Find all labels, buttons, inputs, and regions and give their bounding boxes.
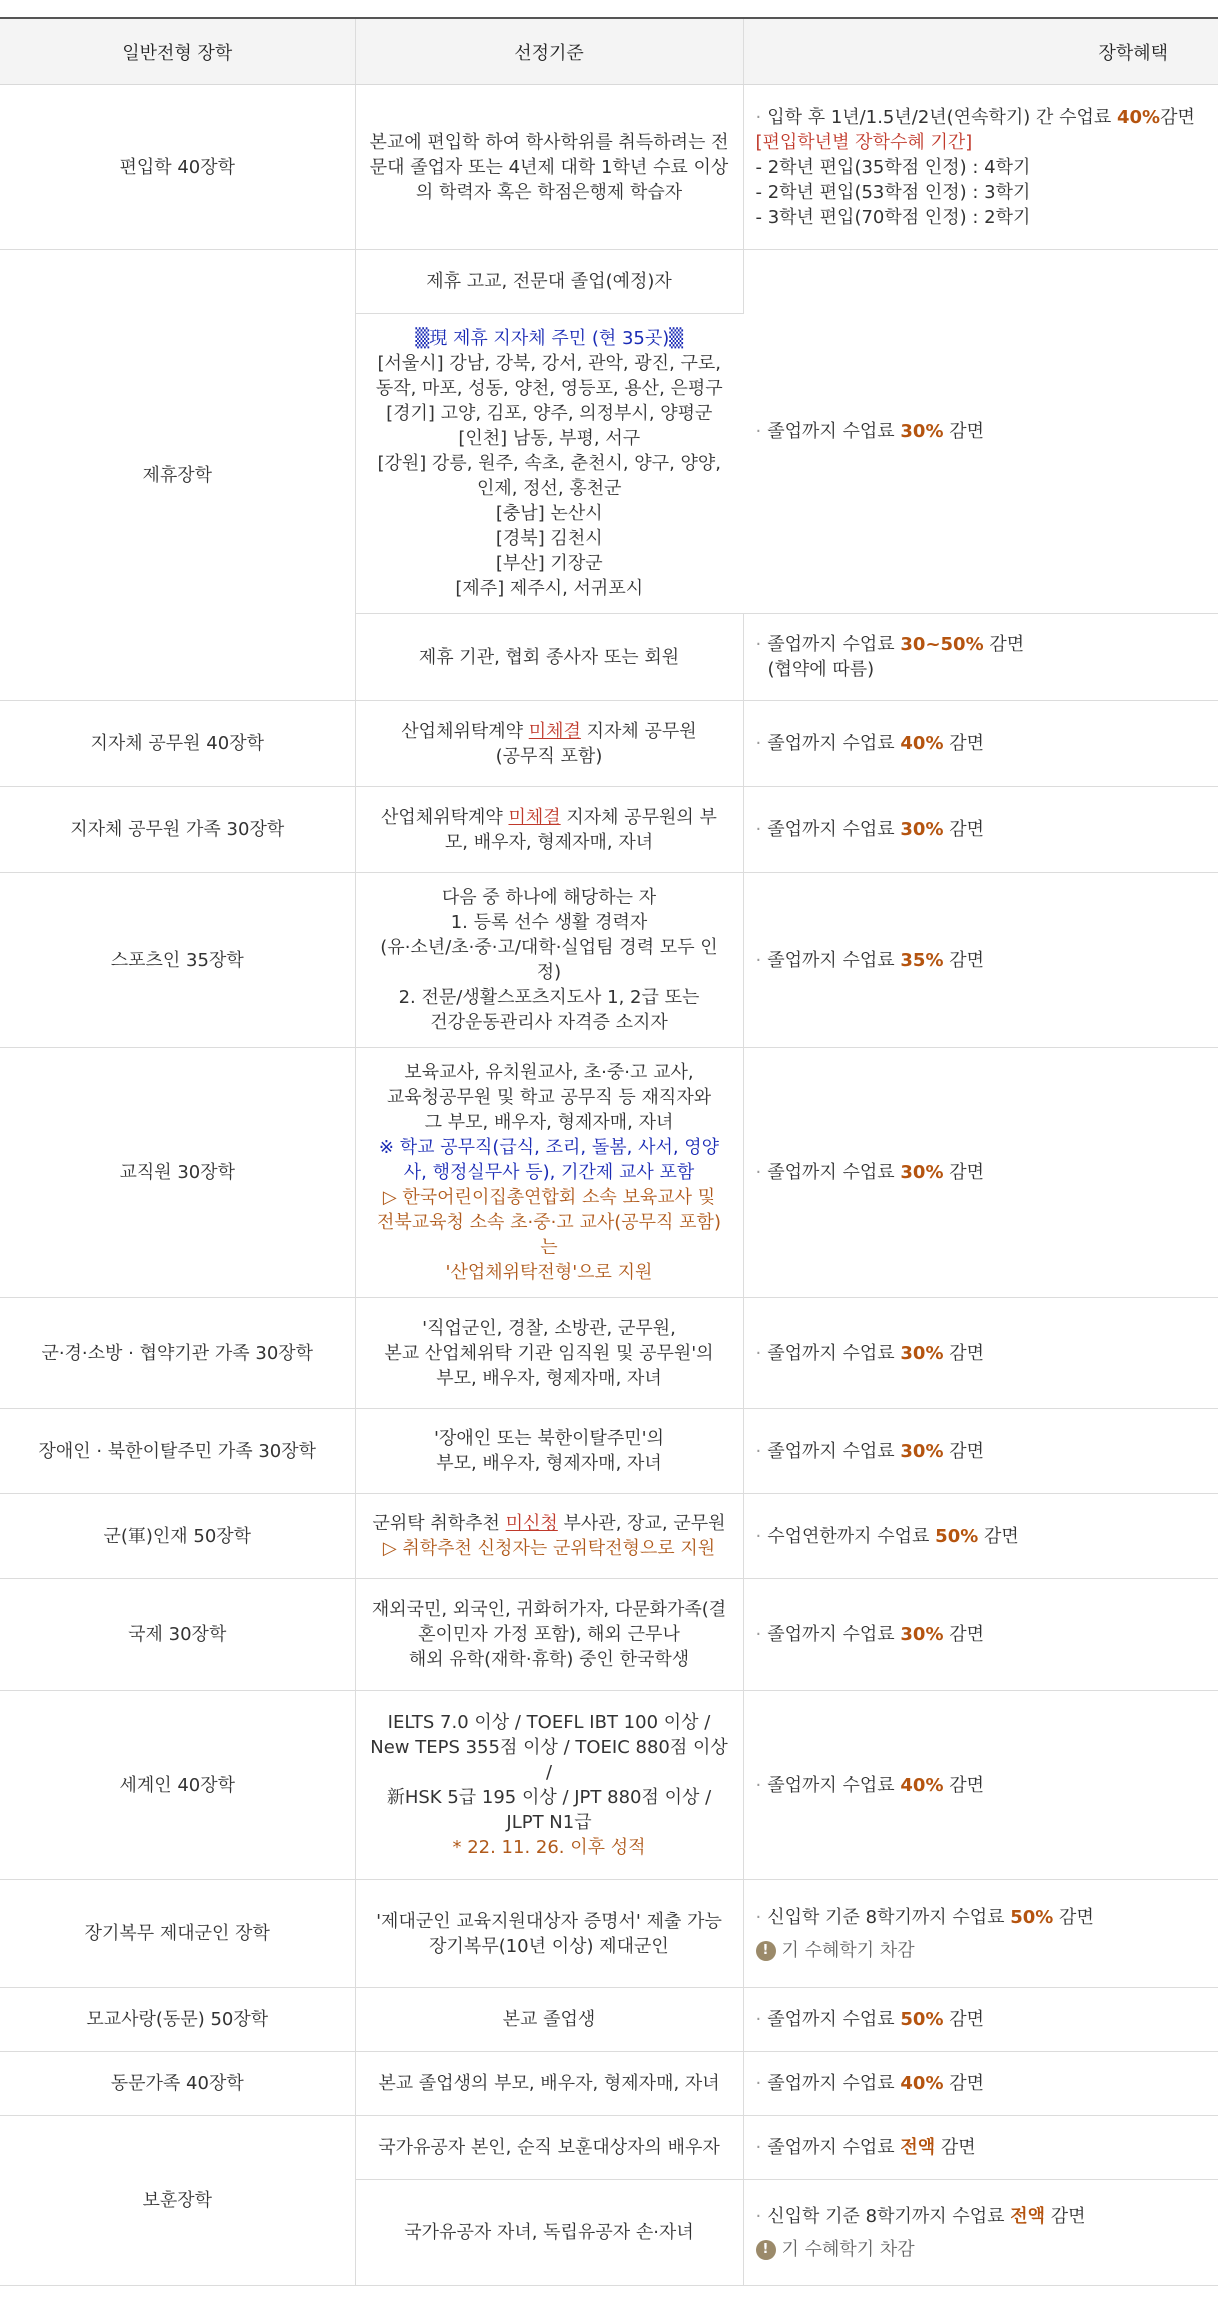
- table-row: [0, 873, 1218, 1048]
- table-header-row: [0, 18, 1218, 85]
- criteria-cell: [355, 787, 743, 873]
- benefit-cell: [743, 1048, 1218, 1298]
- bullet-icon: ·: [755, 949, 762, 971]
- criteria-note: 전북교육청 소속 초·중·고 교사(공무직 포함)는: [377, 1212, 721, 1258]
- benefit-percent: 30~50%: [900, 634, 984, 655]
- scholarship-name: 스포츠인 35장학: [0, 873, 355, 1048]
- partner-region-line: [서울시] 강남, 강북, 강서, 관악, 광진, 구로,: [377, 353, 722, 374]
- benefit-cell: [743, 2052, 1218, 2116]
- criteria-cell: [355, 1494, 743, 1579]
- benefit-cell: [743, 787, 1218, 873]
- benefit-percent: 50%: [1010, 1906, 1054, 1928]
- benefit-text: 입학 후 1년/1.5년/2년(연속학기) 간 수업료: [767, 106, 1117, 128]
- criteria-text: New TEPS 355점 이상 / TOEIC 880점 이상: [370, 1737, 728, 1758]
- benefit-text: 졸업까지 수업료: [767, 1440, 901, 1462]
- benefit-suffix: 감면: [943, 421, 984, 442]
- scholarship-name: 편입학 40장학: [0, 85, 355, 250]
- benefit-percent: 40%: [900, 733, 944, 754]
- criteria-text: 부모, 배우자, 형제자매, 자녀: [436, 1367, 662, 1389]
- benefit-percent: 50%: [935, 1525, 979, 1547]
- benefit-percent: 50%: [900, 2009, 944, 2030]
- benefit-percent: 30%: [900, 1162, 944, 1183]
- scholarship-name: 장애인 · 북한이탈주민 가족 30장학: [0, 1409, 355, 1494]
- table-row: [0, 85, 1218, 250]
- benefit-suffix: 감면: [943, 733, 984, 754]
- benefit-suffix: 감면: [1160, 106, 1195, 128]
- criteria-text: JLPT N1급: [506, 1812, 592, 1833]
- bullet-icon: ·: [755, 1906, 762, 1928]
- benefit-percent: 30%: [900, 819, 944, 840]
- criteria-cell: [355, 1409, 743, 1494]
- header-scholarship: 일반전형 장학: [0, 18, 355, 85]
- benefit-text: 졸업까지 수업료: [767, 1774, 901, 1796]
- criteria-text: '장애인 또는 북한이탈주민'의: [434, 1428, 664, 1449]
- table-row: [0, 787, 1218, 873]
- bullet-icon: ·: [755, 819, 762, 840]
- benefit-period-item: - 3학년 편입(70학점 인정) : 2학기: [755, 206, 1031, 228]
- criteria-cell: [355, 1691, 743, 1880]
- benefit-amount: 전액: [1010, 2205, 1046, 2227]
- criteria-cell: [355, 1579, 743, 1691]
- benefit-note: 기 수혜학기 차감: [781, 2238, 915, 2260]
- table-row: [0, 1988, 1218, 2052]
- benefit-cell: [743, 1988, 1218, 2052]
- benefit-text: 졸업까지 수업료: [767, 2073, 901, 2094]
- info-icon: !: [756, 2240, 776, 2260]
- partner-region-line: [제주] 제주시, 서귀포시: [455, 578, 644, 599]
- benefit-cell: [743, 1298, 1218, 1409]
- table-row: [0, 1579, 1218, 1691]
- bullet-icon: ·: [755, 106, 762, 128]
- criteria-text: 부모, 배우자, 형제자매, 자녀: [436, 1453, 662, 1474]
- bullet-icon: ·: [755, 2009, 762, 2030]
- info-icon: !: [756, 1941, 776, 1961]
- criteria-text: 건강운동관리사 자격증 소지자: [430, 1012, 668, 1033]
- criteria-cell: [355, 314, 743, 614]
- benefit-text: 졸업까지 수업료: [767, 1624, 901, 1645]
- criteria-note: '산업체위탁전형'으로 지원: [445, 1262, 653, 1283]
- bullet-icon: ·: [755, 1162, 762, 1183]
- benefit-text: 졸업까지 수업료: [767, 819, 901, 840]
- scholarship-name: 지자체 공무원 가족 30장학: [0, 787, 355, 873]
- criteria-note: ▷ 한국어린이집총연합회 소속 보육교사 및: [382, 1187, 716, 1208]
- benefit-suffix: 감면: [943, 1624, 984, 1645]
- benefit-period-item: - 2학년 편입(35학점 인정) : 4학기: [755, 156, 1031, 178]
- benefit-suffix: 감면: [943, 1342, 984, 1364]
- criteria-cell: 국가유공자 본인, 순직 보훈대상자의 배우자: [355, 2116, 743, 2180]
- criteria-cell: [355, 1298, 743, 1409]
- benefit-note: (협약에 따름): [767, 659, 875, 680]
- benefit-suffix: 감면: [983, 634, 1025, 655]
- bullet-icon: ·: [755, 1624, 762, 1645]
- criteria-cell: [355, 1048, 743, 1298]
- scholarship-name: 국제 30장학: [0, 1579, 355, 1691]
- benefit-period-title: [편입학년별 장학수혜 기간]: [755, 131, 973, 153]
- criteria-text: 재외국민, 외국인, 귀화허가자, 다문화가족(결: [371, 1599, 727, 1620]
- benefit-suffix: 감면: [1045, 2205, 1086, 2227]
- criteria-text: 교육청공무원 및 학교 공무직 등 재직자와: [386, 1087, 712, 1108]
- benefit-percent: 40%: [900, 1774, 944, 1796]
- criteria-text: 모, 배우자, 형제자매, 자녀: [444, 831, 654, 853]
- criteria-text: 新HSK 5급 195 이상 / JPT 880점 이상 /: [386, 1787, 712, 1808]
- table-row: [0, 1880, 1218, 1988]
- scholarship-name: 동문가족 40장학: [0, 2052, 355, 2116]
- benefit-suffix: 감면: [943, 1440, 984, 1462]
- criteria-cell: 본교 졸업생의 부모, 배우자, 형제자매, 자녀: [355, 2052, 743, 2116]
- benefit-text: 졸업까지 수업료: [767, 2137, 901, 2158]
- bullet-icon: ·: [755, 2073, 762, 2094]
- header-criteria: 선정기준: [355, 18, 743, 85]
- benefit-suffix: 감면: [1053, 1906, 1094, 1928]
- criteria-text: '제대군인 교육지원대상자 증명서' 제출 가능: [376, 1910, 722, 1932]
- bullet-icon: ·: [755, 733, 762, 754]
- criteria-text: 지자체 공무원의 부: [560, 806, 717, 828]
- scholarship-name: 군·경·소방 · 협약기관 가족 30장학: [0, 1298, 355, 1409]
- criteria-text: 부사관, 장교, 군무원: [557, 1513, 726, 1534]
- criteria-text: 군위탁 취학추천: [372, 1513, 506, 1534]
- criteria-text: 지자체 공무원: [580, 720, 697, 742]
- criteria-text: /: [545, 1762, 553, 1783]
- table-row: [0, 1048, 1218, 1298]
- partner-region-line: [부산] 기장군: [495, 553, 603, 574]
- benefit-suffix: 감면: [943, 949, 984, 971]
- scholarship-name: 제휴장학: [0, 250, 355, 701]
- criteria-note: * 22. 11. 26. 이후 성적: [452, 1837, 646, 1858]
- scholarship-table: [0, 17, 1218, 2286]
- scholarship-name: 장기복무 제대군인 장학: [0, 1880, 355, 1988]
- benefit-suffix: 감면: [978, 1525, 1019, 1547]
- benefit-cell: [743, 1880, 1218, 1988]
- benefit-text: 졸업까지 수업료: [767, 421, 901, 442]
- benefit-cell: [743, 250, 1218, 614]
- bullet-icon: ·: [755, 634, 762, 655]
- scholarship-name: 세계인 40장학: [0, 1691, 355, 1880]
- benefit-suffix: 감면: [943, 1162, 984, 1183]
- benefit-percent: 30%: [900, 1624, 944, 1645]
- criteria-text: (유·소년/초·중·고/대학·실업팀 경력 모두 인정): [380, 937, 718, 983]
- table-row: [0, 1494, 1218, 1579]
- benefit-cell: [743, 1691, 1218, 1880]
- partner-region-line: [강원] 강릉, 원주, 속초, 춘천시, 양구, 양양,: [377, 453, 722, 474]
- criteria-note: ▷ 취학추천 신청자는 군위탁전형으로 지원: [382, 1538, 716, 1559]
- criteria-text: 다음 중 하나에 해당하는 자: [441, 887, 657, 908]
- table-row: [0, 2116, 1218, 2180]
- benefit-period-item: - 2학년 편입(53학점 인정) : 3학기: [755, 181, 1031, 203]
- criteria-cell: 제휴 기관, 협회 종사자 또는 회원: [355, 614, 743, 701]
- benefit-percent: 40%: [900, 2073, 944, 2094]
- benefit-text: 신입학 기준 8학기까지 수업료: [767, 1906, 1011, 1928]
- criteria-cell: 본교에 편입학 하여 학사학위를 취득하려는 전문대 졸업자 또는 4년제 대학 1학년 수료 이상의 학력자 혹은 학점은행제 학습자: [355, 85, 743, 250]
- benefit-note: 기 수혜학기 차감: [781, 1939, 915, 1961]
- benefit-cell: [743, 873, 1218, 1048]
- table-row: [0, 1409, 1218, 1494]
- bullet-icon: ·: [755, 1440, 762, 1462]
- bullet-icon: ·: [755, 421, 762, 442]
- scholarship-name: 교직원 30장학: [0, 1048, 355, 1298]
- criteria-text: 산업체위탁계약: [381, 806, 509, 828]
- benefit-amount: 전액: [900, 2137, 936, 2158]
- partner-region-line: [인천] 남동, 부평, 서구: [458, 428, 641, 449]
- benefit-suffix: 감면: [943, 1774, 984, 1796]
- criteria-cell: 제휴 고교, 전문대 졸업(예정)자: [355, 250, 743, 314]
- table-row: [0, 1298, 1218, 1409]
- benefit-percent: 40%: [1116, 106, 1161, 128]
- benefit-suffix: 감면: [943, 819, 984, 840]
- criteria-text: 산업체위탁계약: [401, 720, 529, 742]
- bullet-icon: ·: [755, 1525, 762, 1547]
- table-row: [0, 701, 1218, 787]
- partner-region-line: 인제, 정선, 홍천군: [476, 478, 622, 499]
- criteria-text: IELTS 7.0 이상 / TOEFL IBT 100 이상 /: [387, 1712, 711, 1733]
- criteria-cell: [355, 701, 743, 787]
- benefit-cell: [743, 614, 1218, 701]
- benefit-cell: [743, 85, 1218, 250]
- partner-region-line: [충남] 논산시: [495, 503, 603, 524]
- criteria-cell: [355, 1880, 743, 1988]
- criteria-cell: 본교 졸업생: [355, 1988, 743, 2052]
- table-row: [0, 1691, 1218, 1880]
- benefit-cell: [743, 701, 1218, 787]
- benefit-text: 졸업까지 수업료: [767, 634, 901, 655]
- criteria-text: 해외 유학(재학·휴학) 중인 한국학생: [408, 1649, 690, 1670]
- partner-region-line: [경기] 고양, 김포, 양주, 의정부시, 양평군: [386, 403, 713, 424]
- benefit-text: 수업연한까지 수업료: [767, 1525, 936, 1547]
- benefit-suffix: 감면: [943, 2073, 984, 2094]
- table-row: [0, 250, 1218, 314]
- criteria-text: '직업군인, 경찰, 소방관, 군무원,: [422, 1317, 676, 1339]
- criteria-text: 보육교사, 유치원교사, 초·중·고 교사,: [404, 1062, 694, 1083]
- bullet-icon: ·: [755, 2137, 762, 2158]
- criteria-note: ※ 학교 공무직(급식, 조리, 돌봄, 사서, 영양: [378, 1137, 720, 1158]
- scholarship-name: 군(軍)인재 50장학: [0, 1494, 355, 1579]
- criteria-text: 그 부모, 배우자, 형제자매, 자녀: [424, 1112, 674, 1133]
- partner-region-title: ▒現 제휴 지자체 주민 (현 35곳)▒: [415, 328, 684, 349]
- benefit-suffix: 감면: [935, 2137, 976, 2158]
- benefit-text: 졸업까지 수업료: [767, 1162, 901, 1183]
- partner-region-line: [경북] 김천시: [495, 528, 603, 549]
- benefit-percent: 30%: [900, 1342, 944, 1364]
- scholarship-name: 지자체 공무원 40장학: [0, 701, 355, 787]
- benefit-text: 졸업까지 수업료: [767, 733, 901, 754]
- partner-region-line: 동작, 마포, 성동, 양천, 영등포, 용산, 은평구: [375, 378, 723, 399]
- benefit-suffix: 감면: [943, 2009, 984, 2030]
- benefit-percent: 30%: [900, 421, 944, 442]
- benefit-percent: 30%: [900, 1440, 944, 1462]
- criteria-text: 2. 전문/생활스포츠지도사 1, 2급 또는: [398, 987, 700, 1008]
- criteria-text: 혼이민자 가정 포함), 해외 근무나: [418, 1624, 680, 1645]
- criteria-text: 장기복무(10년 이상) 제대군인: [429, 1935, 669, 1957]
- criteria-cell: [355, 873, 743, 1048]
- benefit-text: 졸업까지 수업료: [767, 1342, 901, 1364]
- criteria-highlight: 미신청: [505, 1513, 558, 1534]
- benefit-text: 졸업까지 수업료: [767, 949, 901, 971]
- benefit-cell: [743, 2180, 1218, 2286]
- benefit-cell: [743, 1494, 1218, 1579]
- header-benefit: 장학혜택: [743, 18, 1218, 85]
- benefit-cell: [743, 1409, 1218, 1494]
- criteria-cell: 국가유공자 자녀, 독립유공자 손·자녀: [355, 2180, 743, 2286]
- criteria-highlight: 미체결: [508, 806, 561, 828]
- bullet-icon: ·: [755, 2205, 762, 2227]
- scholarship-name: 모교사랑(동문) 50장학: [0, 1988, 355, 2052]
- benefit-text: 신입학 기준 8학기까지 수업료: [767, 2205, 1011, 2227]
- criteria-highlight: 미체결: [528, 720, 581, 742]
- criteria-note: 사, 행정실무사 등), 기간제 교사 포함: [403, 1162, 695, 1183]
- bullet-icon: ·: [755, 1774, 762, 1796]
- benefit-text: 졸업까지 수업료: [767, 2009, 901, 2030]
- criteria-text: 본교 산업체위탁 기관 임직원 및 공무원'의: [384, 1342, 714, 1364]
- criteria-text: (공무직 포함): [495, 745, 603, 767]
- scholarship-name: 보훈장학: [0, 2116, 355, 2286]
- benefit-cell: [743, 2116, 1218, 2180]
- benefit-percent: 35%: [900, 949, 944, 971]
- benefit-cell: [743, 1579, 1218, 1691]
- criteria-text: 1. 등록 선수 생활 경력자: [450, 912, 648, 933]
- table-row: [0, 2052, 1218, 2116]
- bullet-icon: ·: [755, 1342, 762, 1364]
